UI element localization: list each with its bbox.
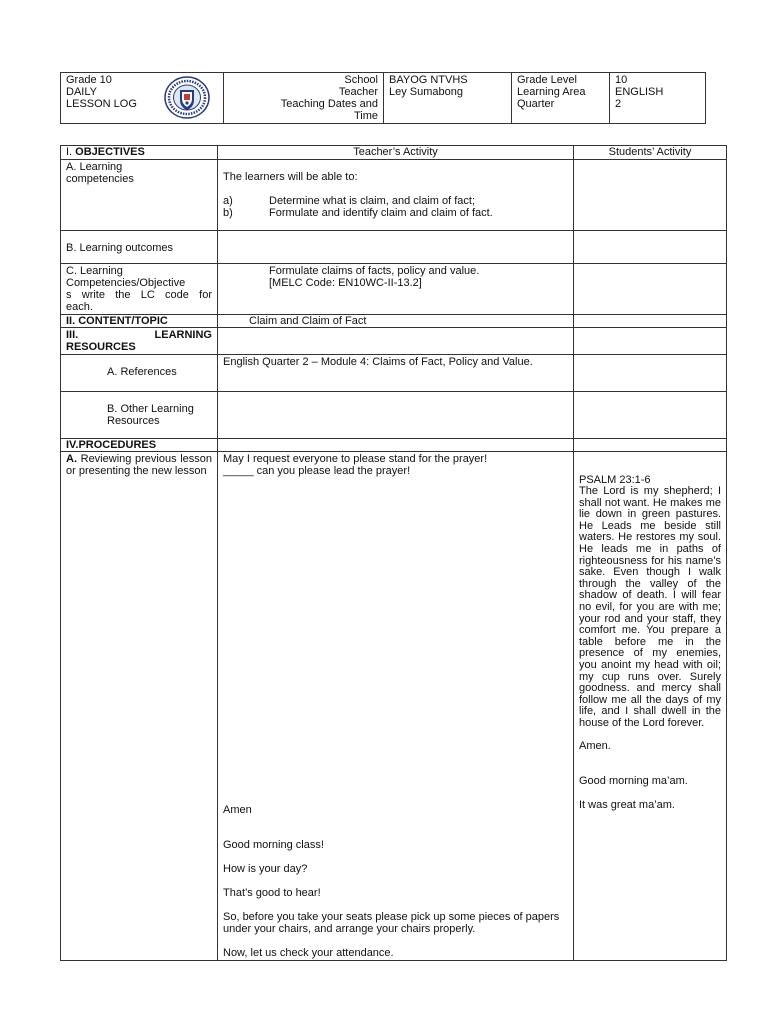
student-day-answer: It was great ma’am. (579, 799, 675, 812)
learning-resources-label-b: LEARNING (154, 329, 212, 341)
header-table (60, 72, 706, 124)
learning-competencies-label-2: competencies (66, 173, 134, 185)
teacher-activity-heading: Teacher’s Activity (218, 146, 574, 160)
prayer-request: May I request everyone to please stand for the prayer! (223, 453, 488, 465)
learning-competencies-label-1: A. Learning (66, 161, 123, 173)
header-grade-level-label: Grade Level (517, 74, 577, 86)
list-text: Determine what is claim, and claim of fact; (269, 195, 476, 207)
lc-code-row (61, 264, 727, 315)
list-item (223, 207, 568, 219)
learning-resources-label-c: RESOURCES (66, 341, 136, 353)
reviewing-label: Reviewing previous lesson or presenting the new lesson (66, 453, 212, 477)
references-row (61, 355, 727, 392)
header-lesson-log: LESSON LOG (66, 98, 137, 110)
objectives-prefix: I. (66, 146, 76, 158)
list-item (223, 195, 568, 207)
header-daily: DAILY (66, 86, 97, 98)
references-label: A. References (61, 355, 218, 392)
reviewing-row (61, 452, 727, 961)
header-grade-cell (61, 73, 224, 124)
header-labels-cell (224, 73, 384, 124)
psalm-title: PSALM 23:1-6 (579, 474, 651, 486)
list-marker: b) (223, 207, 233, 219)
content-topic-row (61, 315, 727, 328)
header-grade-level-value: 10 (615, 74, 628, 86)
content-topic-label: II. CONTENT/TOPIC (61, 315, 218, 328)
lc-line-1: Formulate claims of facts, policy and value. (269, 265, 480, 277)
teacher-greeting: Good morning class! (223, 839, 324, 851)
header-values-cell (384, 73, 512, 124)
lesson-table (60, 145, 727, 961)
header-teacher-value: Ley Sumabong (389, 86, 463, 98)
learning-outcomes-row (61, 231, 727, 264)
objectives-heading: OBJECTIVES (75, 146, 145, 158)
teacher-amen: Amen (223, 804, 252, 816)
objectives-row (61, 146, 727, 160)
header-learning-area-label: Learning Area (517, 86, 586, 98)
procedures-label: IV.PROCEDURES (61, 439, 218, 452)
header-school-label: School (344, 74, 378, 86)
header-meta-labels-cell (512, 73, 610, 124)
student-amen: Amen. (579, 740, 611, 753)
header-quarter-value: 2 (615, 98, 622, 110)
teacher-attendance: Now, let us check your attendance. (223, 947, 394, 959)
procedures-row (61, 439, 727, 452)
reviewing-label-bold: A. (66, 453, 77, 465)
other-resources-row (61, 392, 727, 439)
header-school-value: BAYOG NTVHS (389, 74, 468, 86)
list-text: Formulate and identify claim and claim of fact. (269, 207, 493, 219)
teacher-how-day: How is your day? (223, 863, 308, 875)
lc-label-4: each. (66, 301, 93, 313)
lc-label-3: s write the LC code for (66, 289, 212, 301)
lc-line-2: [MELC Code: EN10WC-II-13.2] (269, 277, 422, 289)
students-activity-heading: Students’ Activity (574, 146, 727, 160)
header-dates-label: Teaching Dates and (280, 98, 378, 110)
content-topic-value: Claim and Claim of Fact (218, 315, 574, 328)
learning-outcomes-label: B. Learning outcomes (61, 231, 218, 264)
header-teacher-label: Teacher (338, 86, 378, 98)
learning-competencies-intro: The learners will be able to: (223, 171, 358, 183)
header-quarter-label: Quarter (517, 98, 555, 110)
teacher-seats: So, before you take your seats please pick up some pieces of papers under your chairs, and arrange your chairs properly. (223, 911, 560, 935)
school-seal-icon (164, 76, 210, 119)
student-greeting: Good morning ma’am. (579, 775, 688, 788)
psalm-text: The Lord is my shepherd; I shall not want. He makes me lie down in green pastures. He Leads me beside still waters. He restores my soul. He leads me in paths of righteousness for his name’s sake. Even though I walk through the valley of the shadow of death. I will fear no evil, for you are with me; your rod and your staff, they comfort me. You prepare a table before me in the presence of my enemies, you anoint my head with oil; my cup runs over. Surely goodness. and mercy shall follow me all the days of my life, and I shall dwell in the house of the Lord forever. (579, 485, 721, 729)
learning-competencies-row (61, 160, 727, 231)
lc-label-1: C. Learning (66, 265, 123, 277)
lc-label-2: Competencies/Objective (66, 277, 186, 289)
references-value: English Quarter 2 – Module 4: Claims of Fact, Policy and Value. (218, 355, 574, 392)
teacher-good-hear: That’s good to hear! (223, 887, 321, 899)
header-learning-area-value: ENGLISH (615, 86, 664, 98)
prayer-lead: _____ can you please lead the prayer! (223, 465, 411, 477)
other-resources-label-1: B. Other Learning (107, 403, 194, 415)
header-grade: Grade 10 (66, 74, 112, 86)
other-resources-label-2: Resources (107, 415, 160, 427)
list-marker: a) (223, 195, 233, 207)
header-meta-values-cell (610, 73, 706, 124)
learning-resources-row (61, 328, 727, 355)
header-time-label: Time (353, 110, 378, 122)
learning-resources-label-a: III. (66, 329, 79, 341)
